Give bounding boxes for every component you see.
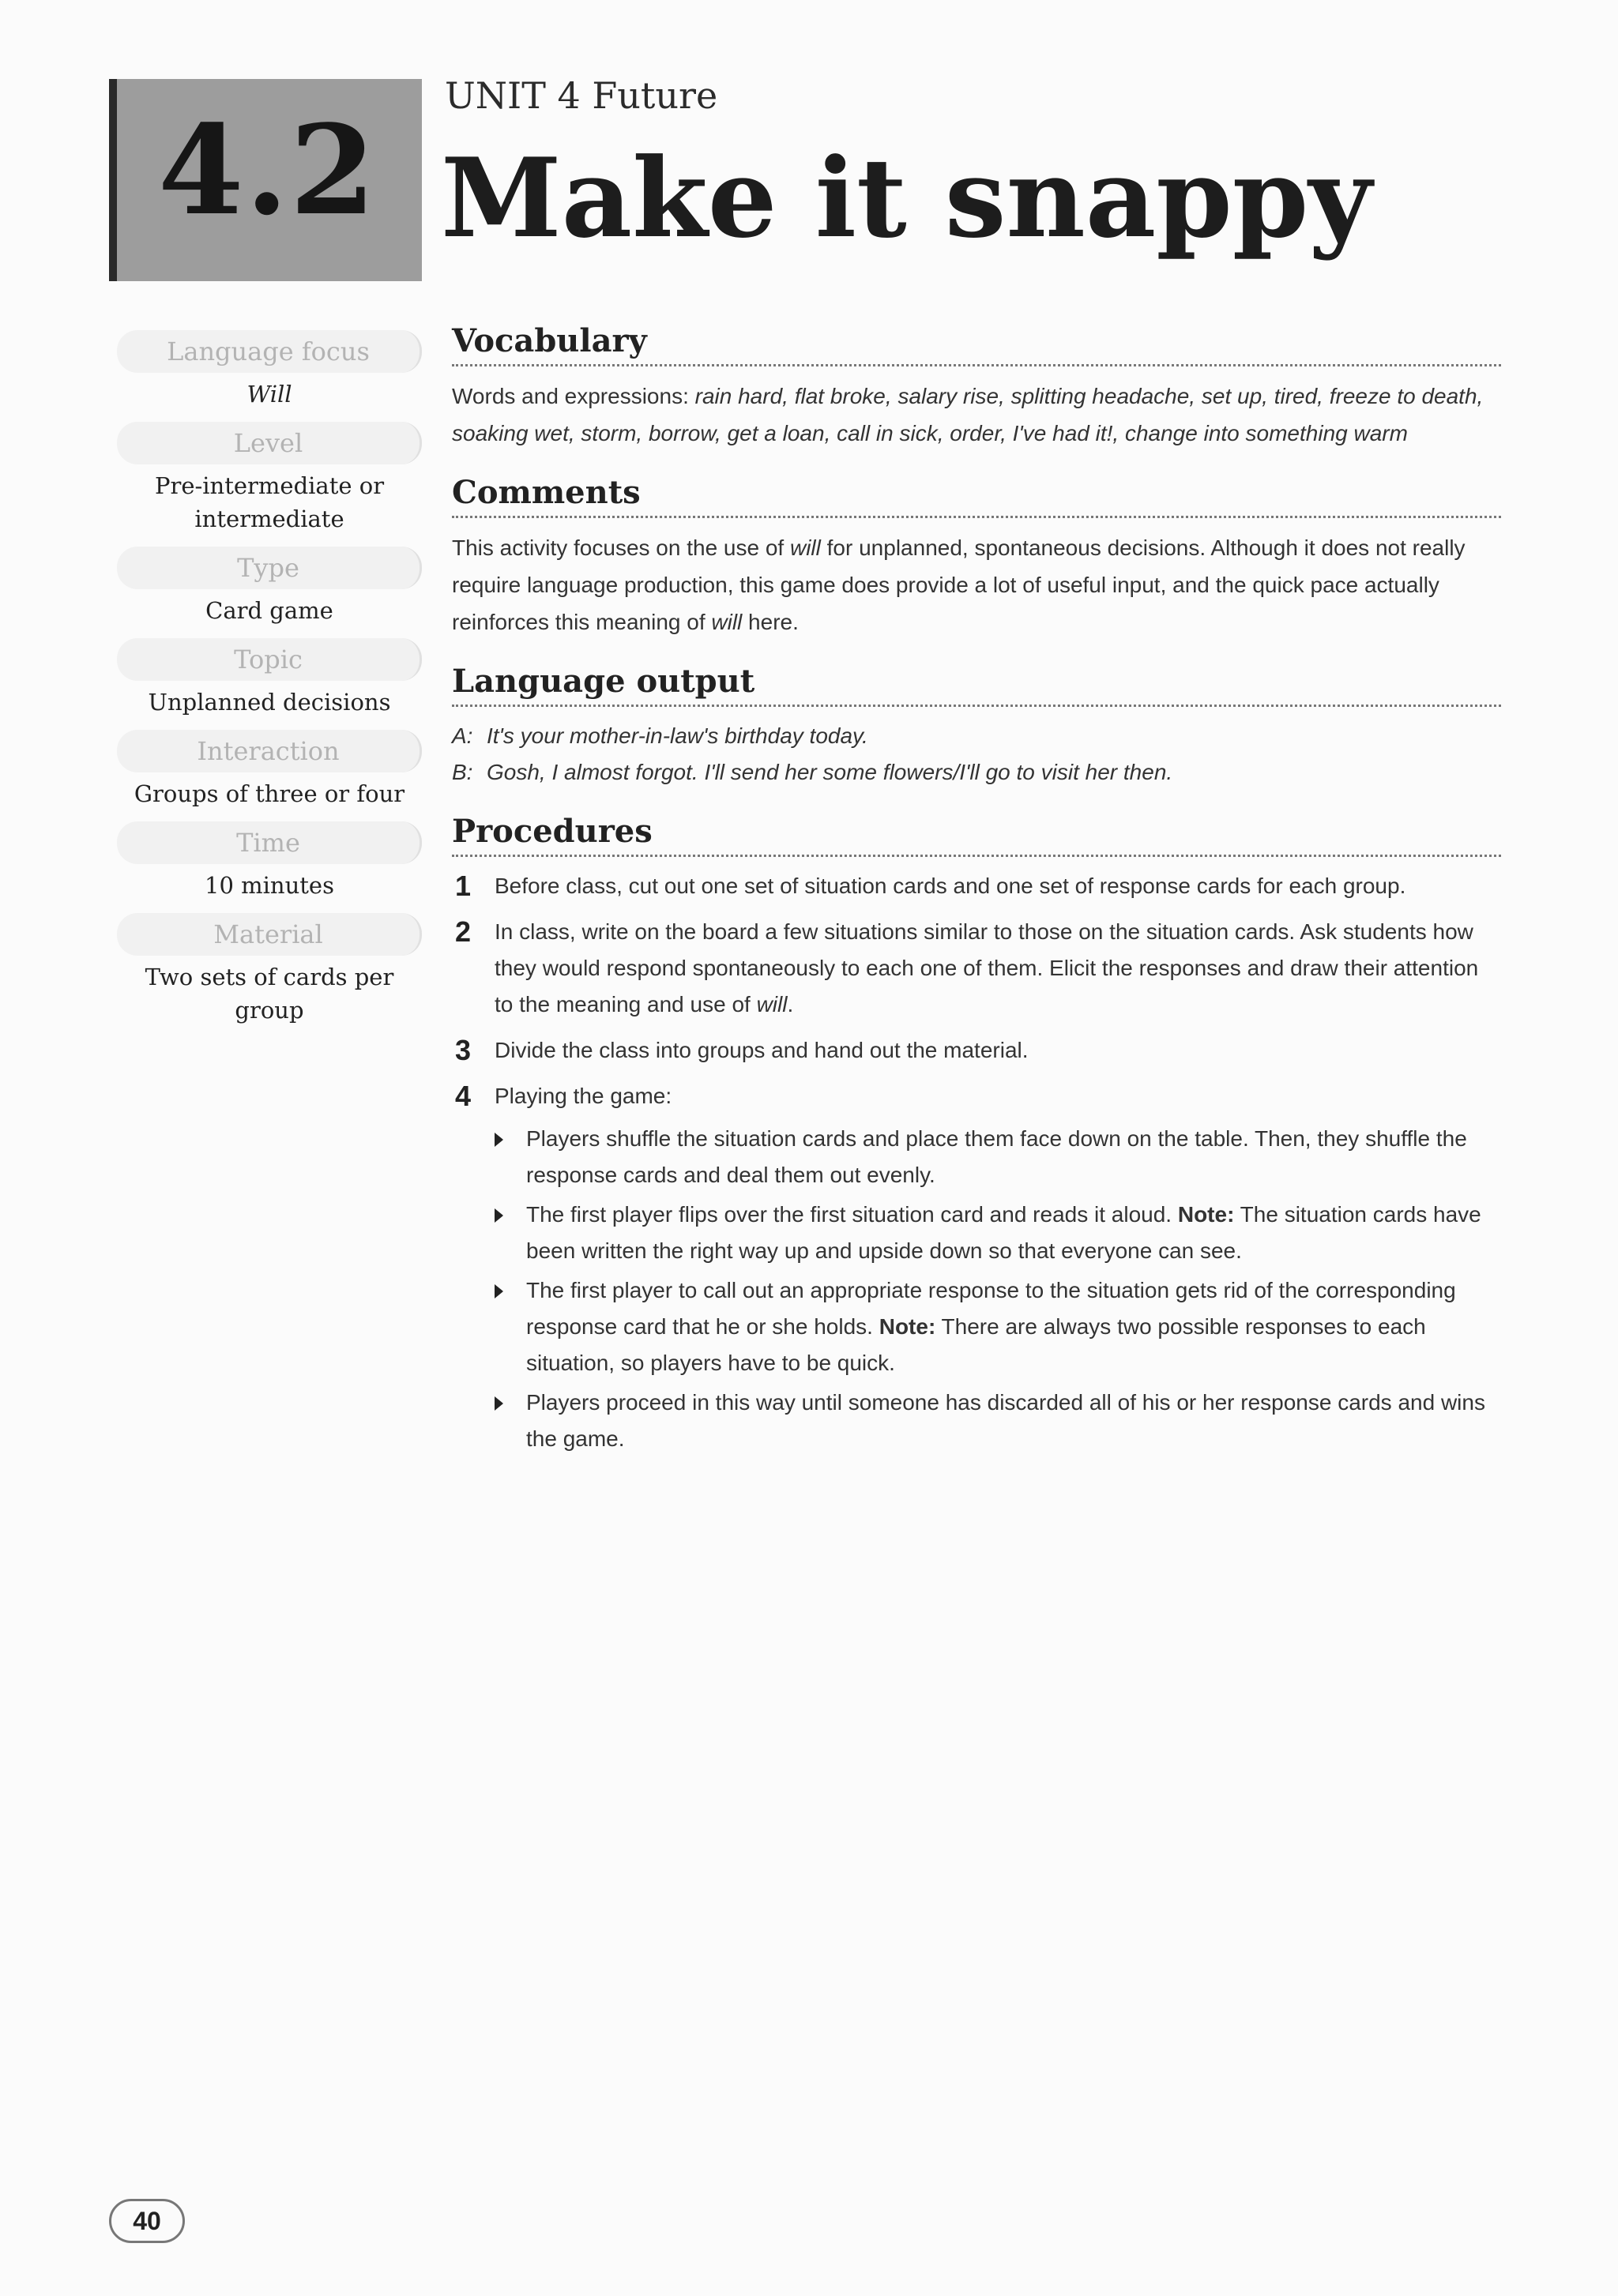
- note-label: Note:: [1177, 1202, 1235, 1227]
- sidebar-label: Interaction: [117, 730, 422, 772]
- section-heading: Procedures: [452, 813, 1501, 857]
- text-run: .: [787, 992, 794, 1016]
- vocabulary-section: [452, 322, 1501, 452]
- sidebar-item-language-focus: [117, 330, 422, 411]
- triangle-bullet-icon: [495, 1284, 503, 1298]
- unit-label: UNIT 4 Future: [445, 74, 718, 117]
- language-output-section: [452, 663, 1501, 791]
- speaker-label: A:: [452, 723, 473, 748]
- procedure-step: [452, 1032, 1501, 1069]
- lesson-content: [452, 322, 1501, 1479]
- text-run: for unplanned, spontaneous decisions. Although it does not really require language production, this game does provide a lot of useful input, and the quick pace actually reinforces this meaning of: [452, 535, 1466, 634]
- text-run: This activity focuses on the use of: [452, 535, 790, 560]
- vocabulary-intro: Words and expressions:: [452, 384, 695, 408]
- sidebar-item-topic: [117, 638, 422, 719]
- sidebar-label: Language focus: [117, 330, 422, 373]
- bullet-text: The first player flips over the first situation card and reads it aloud.: [526, 1202, 1178, 1227]
- step-text: Divide the class into groups and hand out the material.: [495, 1038, 1029, 1062]
- list-item: [495, 1385, 1501, 1457]
- comments-section: [452, 474, 1501, 641]
- triangle-bullet-icon: [495, 1396, 503, 1411]
- list-item: [495, 1197, 1501, 1269]
- bullet-text: Players shuffle the situation cards and place them face down on the table. Then, they shuffle the response cards and deal them out evenly.: [526, 1126, 1467, 1187]
- triangle-bullet-icon: [495, 1208, 503, 1223]
- procedures-section: [452, 813, 1501, 1457]
- sidebar-value: 10 minutes: [205, 872, 334, 899]
- sidebar-item-interaction: [117, 730, 422, 810]
- page-title: Make it snappy: [441, 133, 1372, 262]
- note-text: There are always two possible responses to each situation, so players have to be quick.: [526, 1314, 1426, 1375]
- sidebar-label: Level: [117, 422, 422, 464]
- sidebar-value: Unplanned decisions: [148, 689, 391, 716]
- bullet-text: Players proceed in this way until someone has discarded all of his or her response cards and wins the game.: [526, 1390, 1485, 1451]
- sidebar-item-material: [117, 913, 422, 1027]
- procedure-steps: [452, 868, 1501, 1457]
- bullet-text: The first player to call out an appropriate response to the situation gets rid of the corresponding response card that he or she holds.: [526, 1278, 1456, 1339]
- lesson-info-sidebar: [117, 330, 422, 1038]
- sidebar-item-level: [117, 422, 422, 535]
- list-item: [495, 1272, 1501, 1381]
- text-run: here.: [742, 610, 799, 634]
- sidebar-value: Card game: [205, 597, 333, 624]
- sidebar-value: Two sets of cards per group: [145, 964, 394, 1024]
- sidebar-value: Groups of three or four: [134, 780, 405, 807]
- game-rules-list: [495, 1121, 1501, 1457]
- vocabulary-text: [452, 378, 1501, 452]
- sidebar-item-time: [117, 821, 422, 902]
- dialogue-text: It's your mother-in-law's birthday today.: [487, 723, 868, 748]
- section-heading: Comments: [452, 474, 1501, 518]
- emphasis: will: [711, 610, 743, 634]
- section-heading: Vocabulary: [452, 322, 1501, 366]
- sidebar-label: Time: [117, 821, 422, 864]
- dialogue-text: Gosh, I almost forgot. I'll send her some flowers/I'll go to visit her then.: [487, 760, 1173, 784]
- sidebar-value: Pre-intermediate or intermediate: [154, 472, 385, 532]
- note-text: The situation cards have been written the right way up and upside down so that everyone can see.: [526, 1202, 1481, 1263]
- dialogue-line: [452, 718, 1501, 754]
- sidebar-label: Type: [117, 547, 422, 589]
- speaker-label: B:: [452, 760, 473, 784]
- vocabulary-items: rain hard, flat broke, salary rise, splitting headache, set up, tired, freeze to death, soaking wet, storm, borrow, get a loan, call in sick, order, I've had it!, change into something warm: [452, 384, 1484, 445]
- emphasis: will: [789, 535, 821, 560]
- step-number: 2: [455, 915, 472, 948]
- comments-text: [452, 529, 1501, 641]
- dialogue-line: [452, 754, 1501, 791]
- step-text: Playing the game:: [495, 1084, 672, 1108]
- lesson-number-badge: [109, 79, 422, 281]
- page-number: 40: [109, 2199, 185, 2243]
- note-label: Note:: [879, 1314, 936, 1339]
- sidebar-label: Material: [117, 913, 422, 956]
- section-heading: Language output: [452, 663, 1501, 707]
- list-item: [495, 1121, 1501, 1193]
- sidebar-label: Topic: [117, 638, 422, 681]
- step-number: 4: [455, 1080, 472, 1112]
- procedure-step: [452, 914, 1501, 1023]
- step-text: Before class, cut out one set of situation cards and one set of response cards for each group.: [495, 874, 1406, 898]
- procedure-step: [452, 1078, 1501, 1457]
- step-number: 1: [455, 870, 472, 902]
- triangle-bullet-icon: [495, 1133, 503, 1147]
- step-text: In class, write on the board a few situations similar to those on the situation cards. Ask students how they would respond spontaneously to each one of them. Elicit the responses and draw their attention to the meaning and use of: [495, 919, 1479, 1016]
- sidebar-value: Will: [246, 381, 292, 408]
- step-number: 3: [455, 1034, 472, 1066]
- lesson-number: 4.2: [158, 98, 378, 242]
- procedure-step: [452, 868, 1501, 904]
- sidebar-item-type: [117, 547, 422, 627]
- emphasis: will: [756, 992, 788, 1016]
